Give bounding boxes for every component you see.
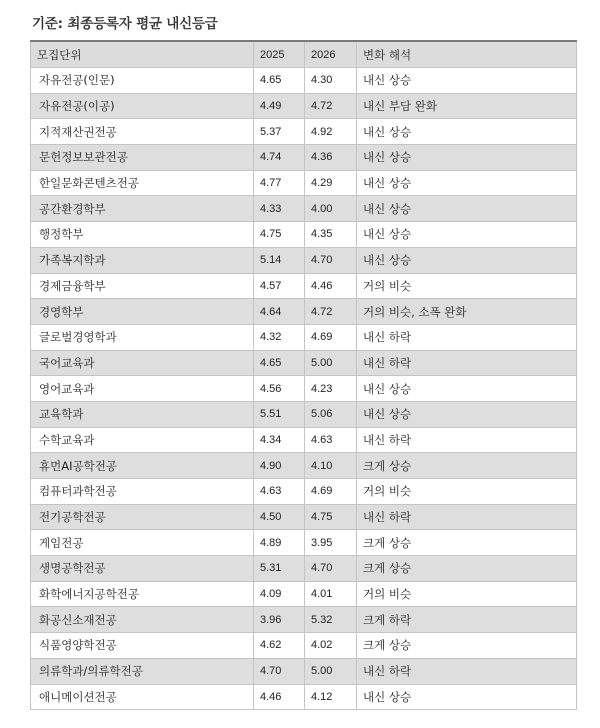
cell-2026: 4.36: [305, 145, 357, 171]
cell-2026: 4.46: [305, 273, 357, 299]
cell-unit: 휴먼AI공학전공: [31, 453, 254, 479]
table-row: [31, 273, 577, 299]
table-row: [31, 479, 577, 505]
cell-2026: 4.35: [305, 222, 357, 248]
table-row: [31, 376, 577, 402]
cell-unit: 지적재산권전공: [31, 119, 254, 145]
cell-2026: 4.01: [305, 581, 357, 607]
table-row: [31, 427, 577, 453]
cell-interpretation: 크게 하락: [357, 607, 577, 633]
table-row: [31, 633, 577, 659]
cell-interpretation: 내신 상승: [357, 145, 577, 171]
cell-unit: 공간환경학부: [31, 196, 254, 222]
cell-2025: 4.46: [254, 684, 305, 710]
cell-unit: 게임전공: [31, 530, 254, 556]
header-row: [31, 41, 577, 68]
cell-2026: 4.69: [305, 324, 357, 350]
cell-2025: 5.37: [254, 119, 305, 145]
cell-unit: 경제금융학부: [31, 273, 254, 299]
cell-2025: 4.34: [254, 427, 305, 453]
cell-interpretation: 내신 상승: [357, 684, 577, 710]
cell-unit: 가족복지학과: [31, 247, 254, 273]
cell-2025: 5.51: [254, 401, 305, 427]
table-row: [31, 530, 577, 556]
cell-unit: 교육학과: [31, 401, 254, 427]
cell-2025: 4.09: [254, 581, 305, 607]
cell-2026: 4.00: [305, 196, 357, 222]
cell-2026: 4.10: [305, 453, 357, 479]
cell-interpretation: 내신 상승: [357, 170, 577, 196]
cell-2026: 4.02: [305, 633, 357, 659]
cell-2026: 5.00: [305, 658, 357, 684]
table-row: [31, 247, 577, 273]
cell-2025: 4.65: [254, 68, 305, 94]
cell-2025: 4.32: [254, 324, 305, 350]
cell-2025: 4.89: [254, 530, 305, 556]
cell-2026: 4.23: [305, 376, 357, 402]
grade-comparison-table: [30, 40, 577, 710]
cell-2026: 4.29: [305, 170, 357, 196]
header-interpretation: 변화 해석: [357, 41, 577, 68]
table-row: [31, 119, 577, 145]
table-row: [31, 658, 577, 684]
table-row: [31, 556, 577, 582]
cell-2025: 4.49: [254, 93, 305, 119]
cell-interpretation: 거의 비슷: [357, 479, 577, 505]
header-2026: 2026: [305, 41, 357, 68]
cell-interpretation: 내신 하락: [357, 504, 577, 530]
cell-interpretation: 내신 상승: [357, 222, 577, 248]
header-unit: 모집단위: [31, 41, 254, 68]
cell-unit: 의류학과/의류학전공: [31, 658, 254, 684]
cell-2026: 5.32: [305, 607, 357, 633]
cell-unit: 자유전공(이공): [31, 93, 254, 119]
cell-2025: 4.65: [254, 350, 305, 376]
cell-2025: 4.90: [254, 453, 305, 479]
cell-unit: 한일문화콘텐츠전공: [31, 170, 254, 196]
table-row: [31, 581, 577, 607]
cell-2026: 4.63: [305, 427, 357, 453]
cell-interpretation: 내신 상승: [357, 68, 577, 94]
cell-2026: 4.72: [305, 299, 357, 325]
cell-unit: 화학에너지공학전공: [31, 581, 254, 607]
cell-interpretation: 내신 하락: [357, 658, 577, 684]
cell-2026: 4.70: [305, 556, 357, 582]
cell-unit: 애니메이션전공: [31, 684, 254, 710]
cell-unit: 화공신소재전공: [31, 607, 254, 633]
cell-unit: 컴퓨터과학전공: [31, 479, 254, 505]
table-row: [31, 607, 577, 633]
cell-2025: 4.70: [254, 658, 305, 684]
cell-2025: 4.75: [254, 222, 305, 248]
table-row: [31, 196, 577, 222]
table-row: [31, 145, 577, 171]
table-row: [31, 68, 577, 94]
cell-2025: 4.77: [254, 170, 305, 196]
cell-unit: 영어교육과: [31, 376, 254, 402]
table-row: [31, 684, 577, 710]
table-caption: 기준: 최종등록자 평균 내신등급: [32, 16, 218, 32]
cell-unit: 행정학부: [31, 222, 254, 248]
cell-unit: 국어교육과: [31, 350, 254, 376]
table-body: [31, 68, 577, 710]
cell-2026: 3.95: [305, 530, 357, 556]
cell-2026: 4.72: [305, 93, 357, 119]
header-2025: 2025: [254, 41, 305, 68]
cell-interpretation: 내신 하락: [357, 427, 577, 453]
table-row: [31, 324, 577, 350]
cell-2025: 5.14: [254, 247, 305, 273]
cell-2026: 4.12: [305, 684, 357, 710]
cell-interpretation: 크게 상승: [357, 453, 577, 479]
cell-2026: 4.75: [305, 504, 357, 530]
cell-interpretation: 크게 상승: [357, 530, 577, 556]
cell-interpretation: 거의 비슷, 소폭 완화: [357, 299, 577, 325]
cell-2025: 4.56: [254, 376, 305, 402]
cell-interpretation: 거의 비슷: [357, 581, 577, 607]
cell-2025: 4.62: [254, 633, 305, 659]
cell-2025: 5.31: [254, 556, 305, 582]
cell-interpretation: 내신 상승: [357, 196, 577, 222]
cell-unit: 자유전공(인문): [31, 68, 254, 94]
cell-interpretation: 내신 하락: [357, 350, 577, 376]
cell-interpretation: 거의 비슷: [357, 273, 577, 299]
cell-2026: 5.00: [305, 350, 357, 376]
table-row: [31, 299, 577, 325]
cell-unit: 식품영양학전공: [31, 633, 254, 659]
cell-interpretation: 크게 상승: [357, 633, 577, 659]
cell-unit: 글로벌경영학과: [31, 324, 254, 350]
table-header: [31, 41, 577, 68]
cell-interpretation: 내신 상승: [357, 376, 577, 402]
table-row: [31, 93, 577, 119]
cell-2025: 4.50: [254, 504, 305, 530]
cell-2026: 5.06: [305, 401, 357, 427]
table-row: [31, 350, 577, 376]
table-row: [31, 222, 577, 248]
cell-unit: 전기공학전공: [31, 504, 254, 530]
cell-interpretation: 크게 상승: [357, 556, 577, 582]
cell-2025: 4.33: [254, 196, 305, 222]
table-row: [31, 170, 577, 196]
cell-interpretation: 내신 상승: [357, 401, 577, 427]
cell-unit: 수학교육과: [31, 427, 254, 453]
cell-2025: 4.63: [254, 479, 305, 505]
cell-interpretation: 내신 부담 완화: [357, 93, 577, 119]
cell-2025: 4.57: [254, 273, 305, 299]
cell-unit: 경영학부: [31, 299, 254, 325]
table-row: [31, 401, 577, 427]
cell-unit: 생명공학전공: [31, 556, 254, 582]
cell-2026: 4.92: [305, 119, 357, 145]
cell-2026: 4.69: [305, 479, 357, 505]
table-row: [31, 453, 577, 479]
cell-2025: 4.64: [254, 299, 305, 325]
cell-2026: 4.70: [305, 247, 357, 273]
cell-interpretation: 내신 상승: [357, 247, 577, 273]
table-row: [31, 504, 577, 530]
cell-interpretation: 내신 상승: [357, 119, 577, 145]
cell-2025: 3.96: [254, 607, 305, 633]
cell-2025: 4.74: [254, 145, 305, 171]
cell-interpretation: 내신 하락: [357, 324, 577, 350]
cell-unit: 문헌정보보관전공: [31, 145, 254, 171]
cell-2026: 4.30: [305, 68, 357, 94]
